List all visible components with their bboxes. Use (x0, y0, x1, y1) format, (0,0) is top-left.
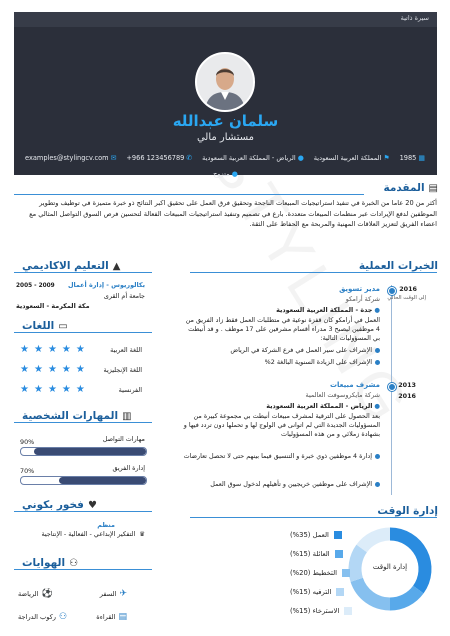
skill-bar (20, 476, 147, 485)
skill-percent: 70% (20, 467, 35, 475)
skills-heading: ▥ المهارات الشخصية (22, 410, 132, 422)
bullet-icon (375, 482, 380, 487)
location-icon: ● (297, 154, 304, 162)
hobbies-heading: ⚇ الهوايات (22, 557, 79, 569)
experience-rule (190, 272, 437, 273)
job-2-end: 2016 (398, 392, 416, 400)
header-strip (14, 12, 437, 27)
star-icon: ★ (20, 384, 29, 395)
calendar-icon: ▦ (418, 154, 425, 162)
phone-icon: ✆ (186, 154, 193, 162)
bicycle-icon: ⚇ (58, 612, 68, 622)
language-name: الفرنسية (118, 386, 142, 394)
star-icon: ★ (61, 364, 71, 375)
marital-status: ● متزوج (213, 170, 238, 178)
job-1-bullet: الإشراف على سير العمل في فرع الشركة في الرياض (180, 346, 380, 355)
job-1-location: ● جدة - المملكة العربية السعودية (276, 306, 380, 314)
education-heading: ▲ التعليم الاكاديمي (22, 260, 121, 272)
chart-icon: ▥ (122, 410, 132, 422)
skill-bar (20, 447, 147, 456)
job-2-location: ● الرياض - المملكة العربية السعودية (266, 402, 380, 410)
skill-percent: 90% (20, 438, 35, 446)
legend-swatch (342, 569, 350, 577)
summary-heading: ▤ المقدمة (383, 182, 438, 194)
legend-item: التخطيط (20%) (290, 569, 350, 577)
location-icon: ● (374, 306, 380, 314)
time-rule (190, 517, 437, 518)
achievements-heading: ♥ فخور بكوني (22, 499, 97, 511)
donut-slice (362, 534, 390, 548)
donut-center-label: إدارة الوقت (372, 563, 408, 571)
bullet-icon (375, 348, 380, 353)
skill-name: إدارة الفريق (112, 464, 145, 472)
achievement-title: منظم (97, 521, 115, 529)
timeline-dot (388, 383, 396, 391)
legend-swatch (334, 531, 342, 539)
skill-name: مهارات التواصل (102, 435, 145, 443)
star-icon: ★ (75, 344, 85, 355)
language-rating (20, 344, 85, 355)
achievement-desc-row: ♛ التفكير الإبداعي - الفعالية - الإنتاجية (41, 530, 145, 538)
star-icon: ★ (61, 384, 71, 395)
candidate-title: مستشار مالي (196, 132, 255, 143)
donut-slice (390, 590, 418, 604)
hobby-cycling: ⚇ ركوب الدراجة (18, 612, 68, 622)
contact-row (25, 154, 425, 162)
donut-slice (357, 580, 390, 604)
star-icon: ★ (20, 344, 29, 355)
location-icon: ● (374, 402, 380, 410)
achievements-rule (14, 511, 152, 512)
document-icon: ▤ (428, 182, 438, 194)
bicycle-icon: ⚇ (69, 557, 79, 569)
job-1-title: مدير تسويق (339, 285, 380, 293)
legend-item: العمل (35%) (290, 531, 342, 539)
star-icon: ★ (33, 384, 43, 395)
legend-item: العائلة (15%) (290, 550, 343, 558)
language-name: اللغة العربية (110, 346, 142, 354)
candidate-name: سلمان عبدالله (172, 112, 279, 130)
star-icon: ★ (20, 364, 29, 375)
job-1-start: 2016 (399, 285, 417, 293)
hobby-reading: ▤ القراءة (96, 612, 127, 622)
document-type-label: سيرة ذاتية (400, 14, 429, 22)
hobby-sports: ⚽ الرياضة (18, 589, 53, 599)
job-2-description: بعد الحصول على الترقية لمشرف مبيعات أنيطت بي مجموعة كبيرة من المسؤوليات الجديدة التي لم اتوانى في الولوج لها و تحملها دون تردد فيها و بشهادة زملائي و من هذه المسؤوليات (183, 412, 380, 438)
language-rating (20, 364, 85, 375)
flag-icon: ⚑ (383, 154, 390, 162)
cv-header (14, 12, 437, 178)
email-icon: ✉ (110, 154, 117, 162)
avatar (195, 52, 255, 112)
star-icon: ★ (47, 364, 57, 375)
job-1-end: إلى الوقت الحالي (387, 295, 426, 301)
trophy-icon: ♛ (139, 530, 145, 538)
job-2-start: 2013 (398, 381, 416, 389)
donut-slice (390, 534, 425, 590)
education-location: مكة المكرمة - السعودية (16, 302, 90, 310)
experience-heading: الخبرات العملية (358, 260, 438, 272)
language-rating (20, 384, 85, 395)
airplane-icon: ✈ (119, 589, 127, 599)
nationality: ⚑ المملكة العربية السعودية (313, 154, 390, 162)
star-icon: ★ (75, 364, 85, 375)
languages-rule (14, 332, 152, 333)
address: ● الرياض - المملكة العربية السعودية (202, 154, 304, 162)
star-icon: ★ (75, 384, 85, 395)
language-name: اللغة الإنجليزية (103, 366, 142, 374)
degree: بكالوريوس - إدارة أعمال (67, 281, 145, 289)
star-icon: ★ (33, 344, 43, 355)
languages-heading: ▭ اللغات (22, 320, 68, 332)
bullet-icon (375, 360, 380, 365)
legend-item: الترفيه (15%) (290, 588, 344, 596)
job-2-bullet: الإشراف على موظفين خريجيين و تأهيلهم لدخول سوق العمل (180, 480, 380, 489)
user-icon: ● (231, 170, 238, 178)
star-icon: ★ (61, 344, 71, 355)
skills-rule (14, 422, 152, 423)
phone[interactable]: ✆ +966 123456789 (126, 154, 193, 162)
legend-swatch (335, 550, 343, 558)
timeline-dot (388, 287, 396, 295)
time-heading: إدارة الوقت (377, 505, 438, 517)
hobbies-rule (14, 569, 152, 570)
sports-icon: ⚽ (41, 589, 53, 599)
job-2-bullet: إدارة 4 موظفين ذوي خبرة و التنسيق فيما بينهم حتى لا تحصل تعارضات (180, 452, 380, 461)
education-rule (14, 272, 152, 273)
star-icon: ★ (47, 384, 57, 395)
chat-icon: ▭ (58, 320, 68, 332)
job-1-company: شركة أرامكو (345, 295, 380, 303)
legend-swatch (336, 588, 344, 596)
university: جامعة أم القرى (103, 292, 145, 300)
email[interactable]: ✉ examples@stylingcv.com (25, 154, 117, 162)
legend-swatch (344, 607, 352, 615)
job-1-description: العمل في أرامكو كان قفزة نوعية في متطلبات العمل فقط زاد الفريق من 4 موظفين ليصبح 3 مدراء أقسام مشرفين على 17 موظف . و قد أنيطت بي المسؤوليات التالية: (185, 316, 380, 342)
birth-year: ▦ 1985 (399, 154, 425, 162)
education-dates: 2005 - 2009 (16, 283, 55, 289)
job-2-title: مشرف مبيعات (329, 381, 380, 389)
book-icon: ▤ (118, 612, 127, 622)
bullet-icon (375, 454, 380, 459)
job-1-bullet: الإشراف على الزيادة السنوية البالغة 2% (180, 358, 380, 367)
star-icon: ★ (33, 364, 43, 375)
skill-bar-fill (34, 448, 147, 455)
summary-text: أكثر من 20 عاما من الخبرة في تنفيذ استراتيجيات المبيعات الناجحة وتحقيق فرق العمل على تحقيق اكبر النتائج ذو خبرة متميزة في توظيف وتطوير الموظفين لدفع الإيرادات عبر منظمات المبيعات متعددة. بارع في تصميم وتنفيذ استراتيجيات المبيعات الفعالة لتحسين فرص السوق التواصل المثالي مع اعضاء الفريق لتعزيز العلاقات المهنية والمربحة مع الحفاظ على الثقة. (29, 199, 437, 228)
star-icon: ★ (47, 344, 57, 355)
hobby-travel: ✈ السفر (99, 589, 127, 599)
graduation-cap-icon: ▲ (112, 260, 121, 272)
skill-bar-fill (59, 477, 147, 484)
heart-icon: ♥ (87, 499, 97, 511)
job-2-company: شركة مايكروسوفت العالمية (305, 391, 380, 399)
summary-rule (14, 194, 364, 195)
legend-item: الاسترخاء (15%) (290, 607, 352, 615)
